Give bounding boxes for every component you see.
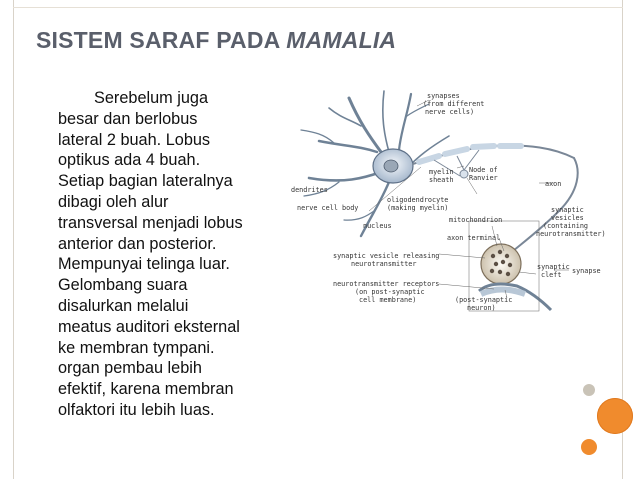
nucleus-shape bbox=[384, 160, 398, 172]
body-line: Setiap bagian lateralnya bbox=[58, 172, 233, 191]
label-synapses-1: synapses bbox=[427, 92, 460, 100]
label-node-1: Node of bbox=[469, 166, 498, 174]
body-line: Serebelum juga bbox=[94, 89, 209, 107]
body-line: lateral 2 buah. Lobus bbox=[58, 130, 211, 149]
label-sv-1: synaptic bbox=[551, 206, 584, 214]
body-line: optikus ada 4 buah. bbox=[58, 151, 201, 170]
label-myelin-1: myelin bbox=[429, 168, 454, 176]
body-line: efektif, karena membran bbox=[58, 380, 234, 399]
slide-title bbox=[36, 27, 396, 54]
label-oligo-1: oligodendrocyte bbox=[387, 196, 449, 204]
label-synapses-2: (from different bbox=[423, 100, 485, 108]
body-line: dibagi oleh alur bbox=[58, 192, 169, 211]
decorative-orange-dot bbox=[581, 439, 597, 455]
label-sv-2: vesicles bbox=[551, 214, 584, 222]
body-line: anterior dan posterior. bbox=[58, 234, 217, 253]
label-svr-2: neurotransmitter bbox=[351, 260, 417, 268]
axon-terminal-shape bbox=[481, 244, 521, 284]
body-line: Mempunyai telinga luar. bbox=[58, 255, 230, 274]
top-rule bbox=[13, 7, 623, 8]
label-post-2: neuron) bbox=[467, 304, 496, 312]
label-oligo-2: (making myelin) bbox=[387, 204, 449, 212]
label-dendrites: dendrites bbox=[291, 186, 328, 194]
body-line: meatus auditori eksternal bbox=[58, 317, 240, 336]
body-line: Gelombang suara bbox=[58, 276, 188, 295]
neuron-diagram bbox=[289, 86, 607, 326]
label-cleft-2: cleft bbox=[541, 271, 562, 279]
decorative-orange-circle bbox=[597, 398, 633, 434]
label-ntr-1: neurotransmitter receptors bbox=[333, 280, 440, 288]
label-myelin-2: sheath bbox=[429, 176, 454, 184]
title-emphasis: MAMALIA bbox=[286, 27, 397, 53]
title-text: SISTEM SARAF PADA bbox=[36, 27, 287, 53]
body-line: transversal menjadi lobus bbox=[58, 213, 243, 232]
label-mitochondrion: mitochondrion bbox=[449, 216, 503, 224]
body-line: organ pembau lebih bbox=[58, 359, 202, 378]
body-line: olfaktori itu lebih luas. bbox=[58, 400, 215, 419]
label-cell-body: nerve cell body bbox=[297, 204, 359, 212]
body-paragraph bbox=[58, 88, 286, 421]
label-cleft-1: synaptic bbox=[537, 263, 570, 271]
decorative-gray-dot bbox=[583, 384, 595, 396]
label-node-2: Ranvier bbox=[469, 174, 498, 182]
label-axon-terminal: axon terminal bbox=[447, 234, 501, 242]
label-ntr-3: cell membrane) bbox=[359, 296, 417, 304]
label-sv-3: (containing bbox=[543, 222, 589, 230]
label-axon: axon bbox=[545, 180, 562, 188]
label-nucleus: nucleus bbox=[363, 222, 392, 230]
label-sv-4: neurotransmitter) bbox=[536, 230, 606, 238]
body-line: besar dan berlobus bbox=[58, 109, 198, 128]
label-svr-1: synaptic vesicle releasing bbox=[333, 252, 440, 260]
label-ntr-2: (on post-synaptic bbox=[355, 288, 425, 296]
body-line: disalurkan melalui bbox=[58, 296, 189, 315]
label-synapses-3: nerve cells) bbox=[425, 108, 475, 116]
label-post-1: (post-synaptic bbox=[455, 296, 513, 304]
label-synapse: synapse bbox=[572, 267, 601, 275]
body-line: ke membran tympani. bbox=[58, 338, 215, 357]
